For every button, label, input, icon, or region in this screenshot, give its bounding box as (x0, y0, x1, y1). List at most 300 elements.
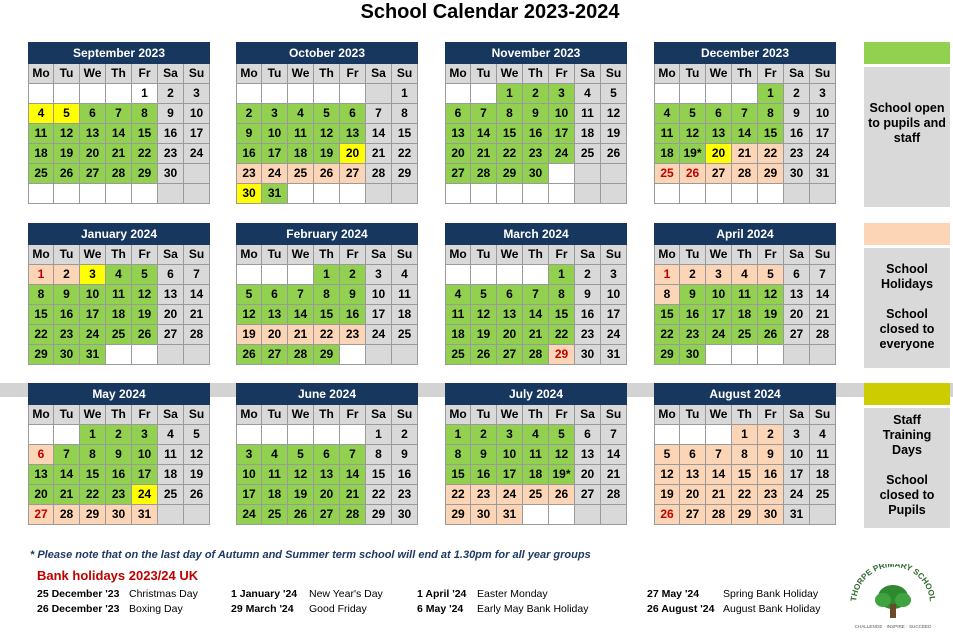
day-cell: 29 (314, 345, 340, 365)
day-cell: 17 (80, 305, 106, 325)
weekday-header: Sa (784, 245, 810, 265)
day-cell (654, 425, 680, 445)
day-cell: 7 (340, 445, 366, 465)
weekday-header: Sa (575, 64, 601, 84)
day-cell: 4 (810, 425, 836, 445)
day-cell (471, 184, 497, 204)
day-cell: 17 (784, 465, 810, 485)
day-cell: 24 (601, 325, 627, 345)
day-cell: 13 (706, 124, 732, 144)
weekday-header: Fr (549, 405, 575, 425)
day-cell: 30 (784, 164, 810, 184)
day-cell (758, 184, 784, 204)
day-cell: 19 (601, 124, 627, 144)
day-cell: 26 (184, 485, 210, 505)
day-cell (732, 345, 758, 365)
logo-tagline: CHALLENGE · INSPIRE · SUCCEED (854, 624, 932, 629)
day-cell: 9 (106, 445, 132, 465)
bank-holiday-item (37, 602, 198, 617)
month-4 (654, 42, 836, 204)
day-cell: 28 (732, 164, 758, 184)
weekday-header: Su (601, 405, 627, 425)
day-cell (262, 425, 288, 445)
day-cell (28, 84, 54, 104)
month-3 (445, 42, 627, 204)
day-cell: 6 (80, 104, 106, 124)
tree-icon (848, 564, 938, 632)
day-cell (340, 345, 366, 365)
day-cell: 5 (314, 104, 340, 124)
bank-holiday-name: Good Friday (309, 603, 367, 615)
day-cell: 6 (497, 285, 523, 305)
day-cell: 28 (471, 164, 497, 184)
day-cell: 18 (28, 144, 54, 164)
day-cell: 17 (549, 124, 575, 144)
day-cell: 14 (732, 124, 758, 144)
day-cell: 22 (28, 325, 54, 345)
weekday-header: Mo (654, 64, 680, 84)
month-days (28, 64, 210, 204)
day-cell: 12 (654, 465, 680, 485)
day-cell: 19 (132, 305, 158, 325)
bank-holiday-col-4 (647, 587, 820, 617)
day-cell: 18 (262, 485, 288, 505)
day-cell (288, 425, 314, 445)
day-cell (523, 505, 549, 525)
day-cell (732, 184, 758, 204)
day-cell (28, 425, 54, 445)
day-cell: 9 (680, 285, 706, 305)
day-cell: 11 (810, 445, 836, 465)
day-cell: 2 (471, 425, 497, 445)
day-cell: 7 (732, 104, 758, 124)
day-cell: 3 (184, 84, 210, 104)
day-cell (106, 184, 132, 204)
bank-holiday-name: Boxing Day (129, 603, 183, 615)
day-cell: 30 (471, 505, 497, 525)
day-cell: 6 (680, 445, 706, 465)
day-cell: 17 (497, 465, 523, 485)
weekday-header: Fr (758, 245, 784, 265)
day-cell: 9 (392, 445, 418, 465)
day-cell: 26 (654, 505, 680, 525)
day-cell: 27 (784, 325, 810, 345)
weekday-header: Sa (366, 245, 392, 265)
day-cell: 30 (54, 345, 80, 365)
day-cell: 4 (445, 285, 471, 305)
day-cell: 11 (392, 285, 418, 305)
weekday-header: Mo (28, 405, 54, 425)
bank-holiday-item (417, 602, 588, 617)
day-cell: 13 (497, 305, 523, 325)
day-cell: 29 (732, 505, 758, 525)
day-cell: 18 (575, 124, 601, 144)
day-cell: 22 (366, 485, 392, 505)
weekday-header: We (706, 245, 732, 265)
day-cell (575, 164, 601, 184)
weekday-header: Su (184, 245, 210, 265)
month-title: April 2024 (654, 223, 836, 245)
day-cell: 25 (445, 345, 471, 365)
day-cell (706, 184, 732, 204)
day-cell: 19 (758, 305, 784, 325)
day-cell: 16 (392, 465, 418, 485)
day-cell: 18 (523, 465, 549, 485)
day-cell: 2 (784, 84, 810, 104)
day-cell: 19 (471, 325, 497, 345)
day-cell: 13 (28, 465, 54, 485)
day-cell: 8 (80, 445, 106, 465)
day-cell: 18 (392, 305, 418, 325)
month-2 (236, 42, 418, 204)
day-cell: 13 (262, 305, 288, 325)
day-cell: 23 (471, 485, 497, 505)
day-cell: 24 (784, 485, 810, 505)
day-cell: 4 (106, 265, 132, 285)
day-cell: 15 (549, 305, 575, 325)
weekday-header: Mo (654, 245, 680, 265)
day-cell: 12 (184, 445, 210, 465)
day-cell: 29 (497, 164, 523, 184)
weekday-header: Tu (471, 405, 497, 425)
day-cell (262, 265, 288, 285)
day-cell: 1 (445, 425, 471, 445)
weekday-header: Th (106, 245, 132, 265)
weekday-header: Sa (784, 405, 810, 425)
day-cell: 8 (392, 104, 418, 124)
day-cell: 25 (158, 485, 184, 505)
day-cell: 20 (340, 144, 366, 164)
day-cell: 8 (445, 445, 471, 465)
day-cell (601, 164, 627, 184)
day-cell: 5 (471, 285, 497, 305)
term-end-note: * Please note that on the last day of Autumn and Summer term school will end at 1.30pm for all year groups (30, 549, 591, 561)
weekday-header: Su (601, 245, 627, 265)
month-days (445, 245, 627, 365)
day-cell: 16 (340, 305, 366, 325)
bank-holiday-col-1 (37, 587, 198, 617)
day-cell (236, 265, 262, 285)
day-cell (366, 345, 392, 365)
month-title: November 2023 (445, 42, 627, 64)
day-cell: 24 (132, 485, 158, 505)
day-cell: 23 (758, 485, 784, 505)
weekday-header: Tu (54, 64, 80, 84)
day-cell (340, 84, 366, 104)
day-cell: 6 (262, 285, 288, 305)
day-cell (54, 184, 80, 204)
day-cell (314, 425, 340, 445)
day-cell: 16 (54, 305, 80, 325)
weekday-header: Fr (340, 405, 366, 425)
weekday-header: Th (106, 64, 132, 84)
month-6 (236, 223, 418, 365)
day-cell: 21 (601, 465, 627, 485)
day-cell: 16 (680, 305, 706, 325)
day-cell: 19 (184, 465, 210, 485)
day-cell: 26 (288, 505, 314, 525)
day-cell: 16 (471, 465, 497, 485)
day-cell: 21 (810, 305, 836, 325)
day-cell: 29 (445, 505, 471, 525)
day-cell: 26 (680, 164, 706, 184)
day-cell: 20 (575, 465, 601, 485)
weekday-header: Sa (784, 64, 810, 84)
day-cell: 26 (132, 325, 158, 345)
weekday-header: We (706, 405, 732, 425)
day-cell: 28 (106, 164, 132, 184)
day-cell: 3 (601, 265, 627, 285)
weekday-header: Sa (575, 245, 601, 265)
day-cell (549, 184, 575, 204)
day-cell (236, 425, 262, 445)
day-cell (392, 184, 418, 204)
day-cell: 25 (262, 505, 288, 525)
weekday-header: Tu (680, 405, 706, 425)
day-cell: 16 (158, 124, 184, 144)
month-7 (445, 223, 627, 365)
day-cell: 26 (549, 485, 575, 505)
day-cell: 11 (262, 465, 288, 485)
day-cell: 14 (54, 465, 80, 485)
day-cell: 7 (706, 445, 732, 465)
day-cell: 7 (523, 285, 549, 305)
day-cell: 25 (288, 164, 314, 184)
day-cell: 29 (758, 164, 784, 184)
day-cell: 7 (288, 285, 314, 305)
day-cell (549, 505, 575, 525)
day-cell: 23 (680, 325, 706, 345)
day-cell: 14 (106, 124, 132, 144)
day-cell: 12 (236, 305, 262, 325)
day-cell: 12 (549, 445, 575, 465)
day-cell (784, 184, 810, 204)
day-cell (601, 505, 627, 525)
weekday-header: Fr (549, 245, 575, 265)
day-cell: 5 (184, 425, 210, 445)
weekday-header: Fr (132, 245, 158, 265)
day-cell (575, 184, 601, 204)
day-cell: 9 (236, 124, 262, 144)
month-5 (28, 223, 210, 365)
day-cell: 10 (497, 445, 523, 465)
day-cell: 11 (445, 305, 471, 325)
day-cell: 22 (80, 485, 106, 505)
day-cell: 12 (601, 104, 627, 124)
weekday-header: Fr (340, 64, 366, 84)
weekday-header: Su (601, 64, 627, 84)
day-cell: 15 (732, 465, 758, 485)
legend-training-swatch (864, 383, 950, 405)
weekday-header: Tu (471, 64, 497, 84)
weekday-header: Su (810, 405, 836, 425)
day-cell: 16 (758, 465, 784, 485)
day-cell: 25 (732, 325, 758, 345)
day-cell: 21 (471, 144, 497, 164)
day-cell: 20 (706, 144, 732, 164)
day-cell: 13 (158, 285, 184, 305)
day-cell: 7 (184, 265, 210, 285)
day-cell: 6 (575, 425, 601, 445)
weekday-header: We (80, 64, 106, 84)
day-cell: 24 (262, 164, 288, 184)
day-cell (158, 345, 184, 365)
day-cell: 5 (758, 265, 784, 285)
bank-holiday-name: August Bank Holiday (723, 603, 821, 615)
day-cell: 16 (575, 305, 601, 325)
weekday-header: Sa (366, 405, 392, 425)
day-cell: 5 (654, 445, 680, 465)
day-cell: 17 (184, 124, 210, 144)
day-cell: 8 (314, 285, 340, 305)
day-cell: 19 (314, 144, 340, 164)
day-cell: 22 (314, 325, 340, 345)
day-cell: 20 (158, 305, 184, 325)
day-cell: 28 (184, 325, 210, 345)
day-cell: 24 (184, 144, 210, 164)
day-cell (601, 184, 627, 204)
day-cell: 9 (575, 285, 601, 305)
weekday-header: Fr (758, 405, 784, 425)
weekday-header: Sa (158, 405, 184, 425)
day-cell: 20 (445, 144, 471, 164)
day-cell (184, 345, 210, 365)
day-cell (549, 164, 575, 184)
day-cell: 4 (262, 445, 288, 465)
day-cell: 19* (680, 144, 706, 164)
day-cell: 23 (784, 144, 810, 164)
day-cell (184, 184, 210, 204)
day-cell: 13 (445, 124, 471, 144)
day-cell: 14 (810, 285, 836, 305)
day-cell (262, 84, 288, 104)
day-cell: 6 (158, 265, 184, 285)
day-cell: 3 (132, 425, 158, 445)
day-cell: 29 (28, 345, 54, 365)
day-cell: 19 (54, 144, 80, 164)
day-cell: 11 (523, 445, 549, 465)
day-cell: 23 (523, 144, 549, 164)
day-cell: 1 (497, 84, 523, 104)
bank-holiday-date: 6 May '24 (417, 603, 464, 615)
day-cell: 3 (810, 84, 836, 104)
day-cell: 27 (497, 345, 523, 365)
day-cell: 6 (340, 104, 366, 124)
day-cell: 27 (340, 164, 366, 184)
day-cell: 26 (758, 325, 784, 345)
day-cell: 2 (340, 265, 366, 285)
day-cell: 12 (680, 124, 706, 144)
day-cell: 3 (262, 104, 288, 124)
page-title: School Calendar 2023-2024 (360, 1, 620, 23)
legend-holiday-swatch (864, 223, 950, 245)
day-cell: 23 (340, 325, 366, 345)
day-cell (523, 184, 549, 204)
day-cell: 3 (706, 265, 732, 285)
day-cell: 10 (366, 285, 392, 305)
day-cell: 25 (28, 164, 54, 184)
day-cell: 4 (654, 104, 680, 124)
day-cell: 20 (80, 144, 106, 164)
day-cell: 12 (54, 124, 80, 144)
day-cell: 6 (314, 445, 340, 465)
day-cell: 31 (262, 184, 288, 204)
day-cell (810, 345, 836, 365)
day-cell (314, 184, 340, 204)
day-cell: 3 (366, 265, 392, 285)
weekday-header: Fr (549, 64, 575, 84)
day-cell: 25 (654, 164, 680, 184)
day-cell (80, 84, 106, 104)
day-cell: 21 (706, 485, 732, 505)
day-cell: 1 (654, 265, 680, 285)
day-cell: 18 (810, 465, 836, 485)
day-cell: 12 (132, 285, 158, 305)
month-title: September 2023 (28, 42, 210, 64)
day-cell: 27 (28, 505, 54, 525)
day-cell (784, 345, 810, 365)
day-cell: 24 (80, 325, 106, 345)
day-cell (132, 184, 158, 204)
bank-holiday-item (37, 587, 198, 602)
bank-holiday-date: 1 January '24 (231, 588, 298, 600)
day-cell: 23 (575, 325, 601, 345)
weekday-header: Sa (366, 64, 392, 84)
day-cell (158, 184, 184, 204)
day-cell: 24 (366, 325, 392, 345)
day-cell: 11 (575, 104, 601, 124)
day-cell: 2 (392, 425, 418, 445)
weekday-header: Su (392, 245, 418, 265)
weekday-header: Fr (340, 245, 366, 265)
day-cell: 25 (106, 325, 132, 345)
weekday-header: Tu (262, 405, 288, 425)
day-cell: 25 (392, 325, 418, 345)
bank-holidays-title: Bank holidays 2023/24 UK (37, 568, 199, 583)
day-cell (158, 505, 184, 525)
day-cell: 15 (80, 465, 106, 485)
weekday-header: We (288, 245, 314, 265)
day-cell (314, 84, 340, 104)
legend-closed-everyone-label: School closed to everyone (879, 307, 935, 351)
day-cell: 6 (784, 265, 810, 285)
day-cell: 22 (132, 144, 158, 164)
day-cell (106, 345, 132, 365)
day-cell: 10 (601, 285, 627, 305)
day-cell (445, 265, 471, 285)
day-cell: 20 (262, 325, 288, 345)
month-days (236, 245, 418, 365)
weekday-header: Tu (262, 64, 288, 84)
weekday-header: Sa (158, 245, 184, 265)
day-cell: 9 (758, 445, 784, 465)
weekday-header: Tu (54, 245, 80, 265)
day-cell: 14 (471, 124, 497, 144)
bank-holiday-date: 25 December '23 (37, 588, 120, 600)
day-cell: 7 (366, 104, 392, 124)
month-11 (445, 383, 627, 525)
weekday-header: Th (523, 245, 549, 265)
day-cell: 3 (549, 84, 575, 104)
day-cell (392, 345, 418, 365)
day-cell: 10 (262, 124, 288, 144)
day-cell (54, 84, 80, 104)
day-cell (680, 84, 706, 104)
day-cell: 22 (445, 485, 471, 505)
day-cell (810, 184, 836, 204)
day-cell: 28 (340, 505, 366, 525)
day-cell (706, 84, 732, 104)
